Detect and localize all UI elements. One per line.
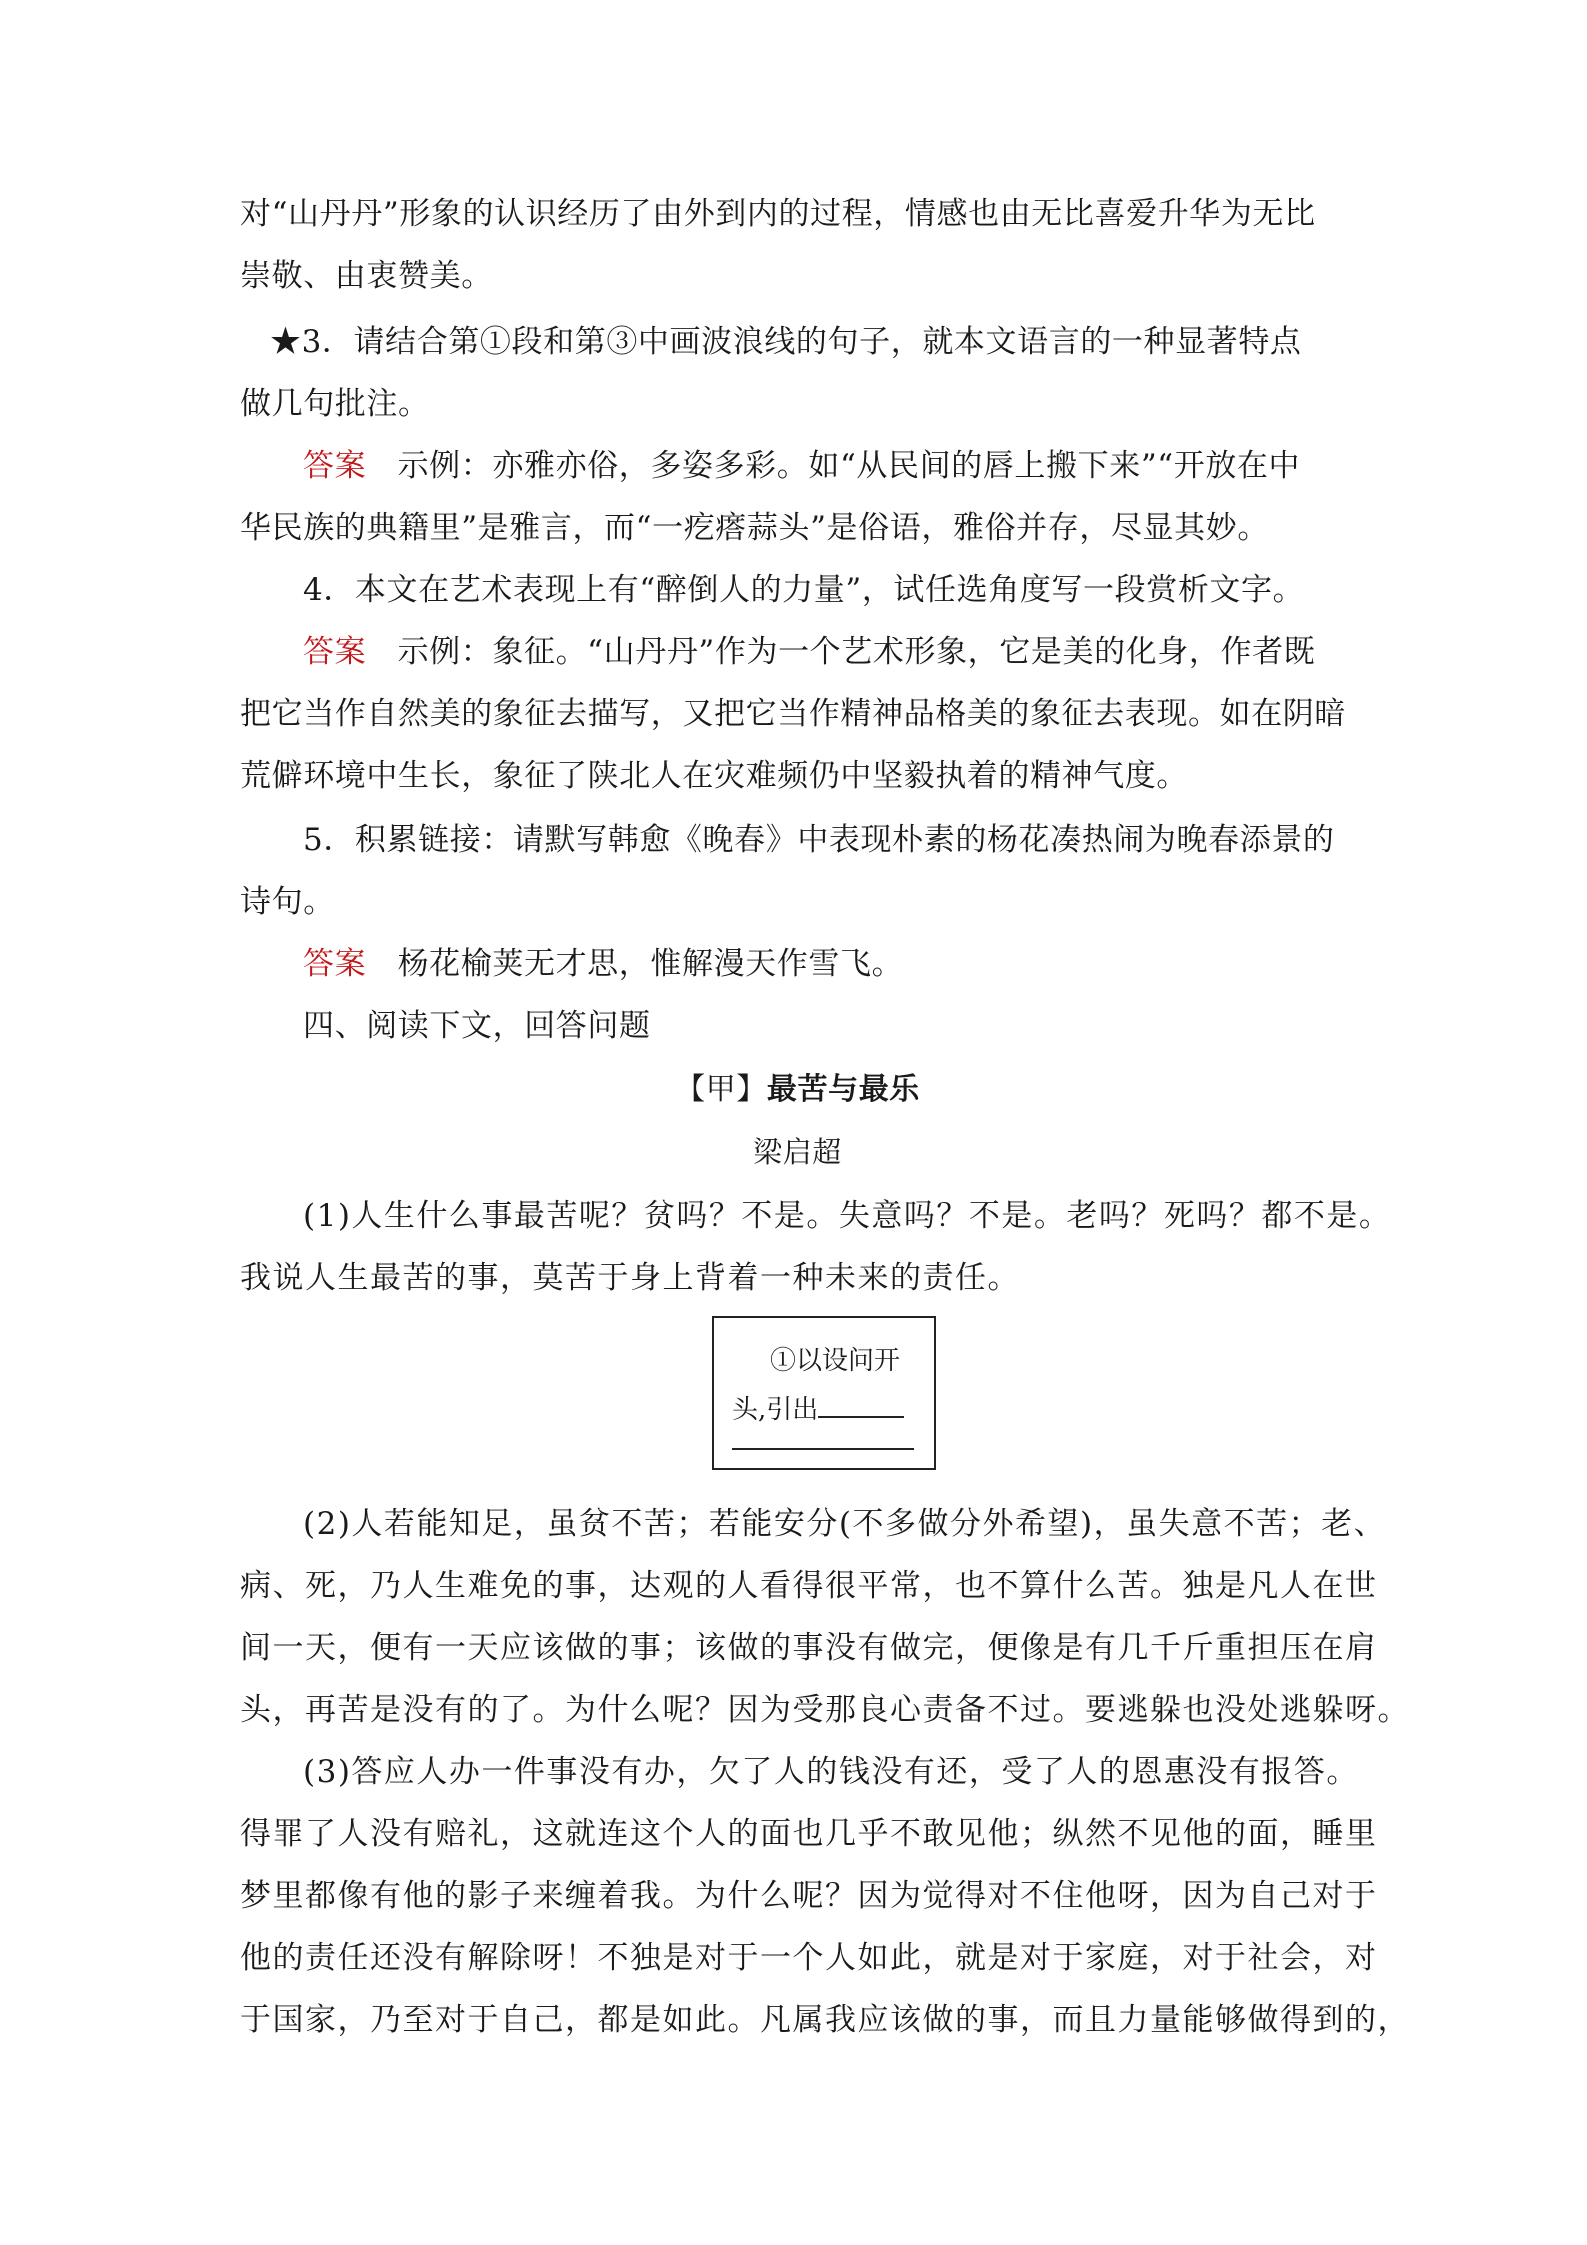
section-heading: 四、阅读下文，回答问题 bbox=[303, 1008, 651, 1044]
article-title-bracket: 【甲】 bbox=[675, 1072, 767, 1107]
paragraph-3-cont: 于国家，乃至对于自己，都是如此。凡属我应该做的事，而且力量能够做得到的， bbox=[240, 2002, 1410, 2038]
answer-3 bbox=[303, 444, 1355, 488]
paragraph-3: (3)答应人办一件事没有办，欠了人的钱没有还，受了人的恩惠没有报答。 bbox=[303, 1754, 1359, 1790]
article-title bbox=[240, 1068, 1355, 1112]
annotation-line-1: ①以设问开 bbox=[770, 1346, 901, 1376]
paragraph-3-cont: 得罪了人没有赔礼，这就连这个人的面也几乎不敢见他；纵然不见他的面，睡里 bbox=[240, 1816, 1378, 1852]
answer-4 bbox=[303, 630, 1355, 674]
answer-4-cont: 把它当作自然美的象征去描写，又把它当作精神品格美的象征去表现。如在阴暗 bbox=[240, 696, 1346, 732]
answer-label: 答案 bbox=[303, 634, 367, 670]
answer-blank[interactable] bbox=[732, 1422, 914, 1450]
answer-blank[interactable] bbox=[818, 1390, 904, 1418]
paragraph-3-cont: 他的责任还没有解除呀！不独是对于一个人如此，就是对于家庭，对于社会，对 bbox=[240, 1940, 1378, 1976]
answer-text: 杨花榆荚无才思，惟解漫天作雪飞。 bbox=[397, 946, 904, 982]
answer-5 bbox=[303, 942, 1355, 986]
answer-3-cont: 华民族的典籍里”是雅言，而“一疙瘩蒜头”是俗语，雅俗并存，尽显其妙。 bbox=[240, 510, 1269, 546]
answer-label: 答案 bbox=[303, 448, 367, 484]
text-line: 崇敬、由衷赞美。 bbox=[240, 258, 493, 294]
paragraph-2-cont: 头，再苦是没有的了。为什么呢？因为受那良心责备不过。要逃躲也没处逃躲呀。 bbox=[240, 1692, 1410, 1728]
paragraph-2: (2)人若能知足，虽贫不苦；若能安分(不多做分外希望)，虽失意不苦；老、 bbox=[303, 1506, 1387, 1542]
paragraph-3-cont: 梦里都像有他的影子来缠着我。为什么呢？因为觉得对不住他呀，因为自己对于 bbox=[240, 1878, 1378, 1914]
question-5-cont: 诗句。 bbox=[240, 884, 335, 920]
question-4: 4．本文在艺术表现上有“醉倒人的力量”，试任选角度写一段赏析文字。 bbox=[303, 572, 1305, 608]
article-author: 梁启超 bbox=[753, 1135, 842, 1169]
question-3-cont: 做几句批注。 bbox=[240, 386, 430, 422]
text-line: 对“山丹丹”形象的认识经历了由外到内的过程，情感也由无比喜爱升华为无比 bbox=[240, 196, 1316, 232]
question-5: 5．积累链接：请默写韩愈《晚春》中表现朴素的杨花凑热闹为晚春添景的 bbox=[303, 822, 1335, 858]
paragraph-2-cont: 病、死，乃人生难免的事，达观的人看得很平常，也不算什么苦。独是凡人在世 bbox=[240, 1568, 1378, 1604]
paragraph-2-cont: 间一天，便有一天应该做的事；该做的事没有做完，便像是有几千斤重担压在肩 bbox=[240, 1630, 1378, 1666]
article-title-text: 最苦与最乐 bbox=[766, 1072, 920, 1107]
question-3: ★3．请结合第①段和第③中画波浪线的句子，就本文语言的一种显著特点 bbox=[270, 324, 1302, 360]
answer-text: 示例：象征。“山丹丹”作为一个艺术形象，它是美的化身，作者既 bbox=[397, 634, 1316, 670]
answer-4-cont: 荒僻环境中生长，象征了陕北人在灾难频仍中坚毅执着的精神气度。 bbox=[240, 758, 1188, 794]
paragraph-1: (1)人生什么事最苦呢？贫吗？不是。失意吗？不是。老吗？死吗？都不是。 bbox=[303, 1198, 1392, 1234]
answer-label: 答案 bbox=[303, 946, 367, 982]
annotation-box bbox=[712, 1316, 936, 1470]
paragraph-1-cont: 我说人生最苦的事，莫苦于身上背着一种未来的责任。 bbox=[240, 1260, 1020, 1296]
annotation-line-2-text: 头,引出 bbox=[732, 1395, 819, 1425]
answer-text: 示例：亦雅亦俗，多姿多彩。如“从民间的唇上搬下来”“开放在中 bbox=[397, 448, 1301, 484]
